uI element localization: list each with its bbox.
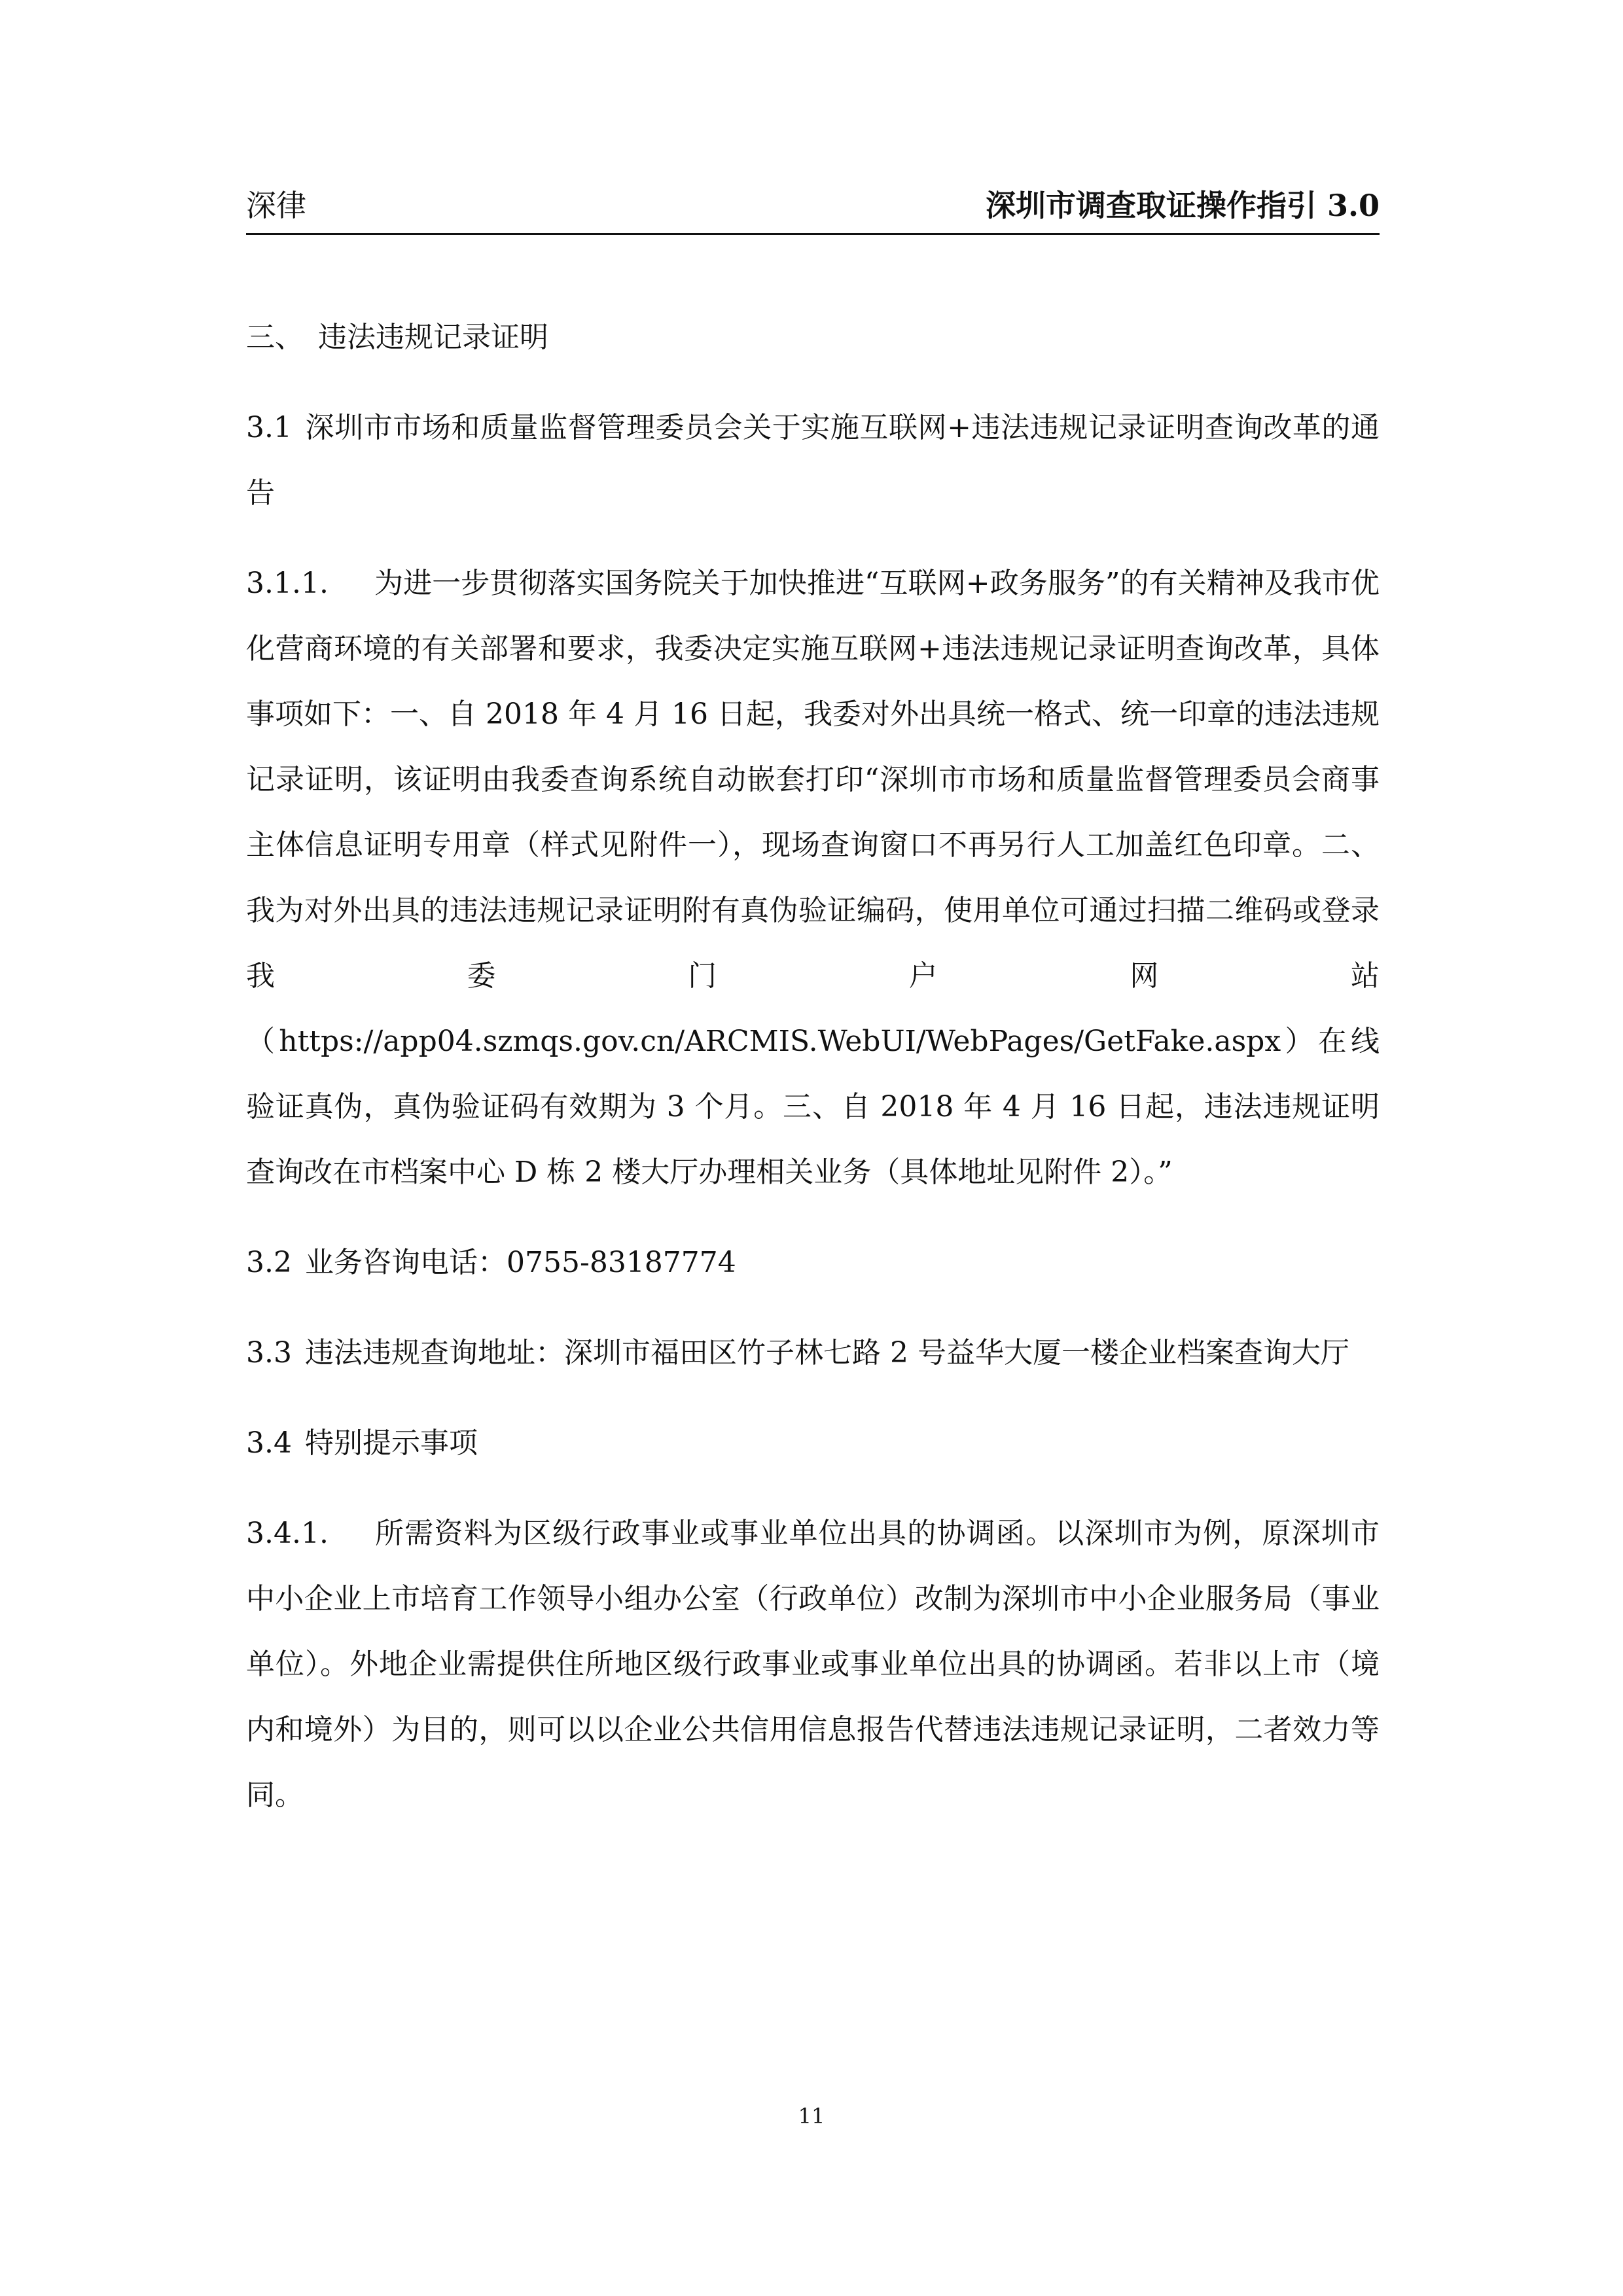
item-text: 违法违规查询地址：深圳市福田区竹子林七路 2 号益华大厦一楼企业档案查询大厅 [304,1336,1349,1369]
item-number: 3.1.1. [246,567,329,600]
section-title: 违法违规记录证明 [318,321,548,354]
section-heading [246,305,1380,370]
header-document-title: 深圳市调查取证操作指引 3.0 [985,188,1380,223]
item-3-2 [246,1230,1380,1296]
item-text: 特别提示事项 [304,1426,478,1460]
item-number: 3.3 [246,1336,292,1369]
item-text: 为进一步贯彻落实国务院关于加快推进“互联网+政务服务”的有关精神及我市优化营商环境的有关部署和要求，我委决定实施互联网+违法违规记录证明查询改革，具体事项如下：一、自 2018 年 4 月 16 日起，我委对外出具统一格式、统一印章的违法违规记录证明，该证明由我委查询系统自动嵌套打印“深圳市市场和质量监督管理委员会商事主体信息证明专用章（样式见附件一），现场查询窗口不再另行人工加盖红色印章。二、我为对外出具的违法违规记录证明附有真伪验证编码，使用单位可通过扫描二维码或登录我委门户网站（https://app04.szmqs.gov.cn/ARCMIS.WebUI/WebPages/GetFake.aspx）在线验证真伪，真伪验证码有效期为 3 个月。三、自 2018 年 4 月 16 日起，违法违规证明查询改在市档案中心 D 栋 2 楼大厅办理相关业务（具体地址见附件 2）。” [246,567,1380,1189]
header-left-text: 深律 [246,188,306,223]
item-3-4-1 [246,1501,1380,1828]
item-3-4 [246,1411,1380,1476]
item-text: 深圳市市场和质量监督管理委员会关于实施互联网+违法违规记录证明查询改革的通告 [246,411,1380,510]
item-number: 3.4.1. [246,1517,329,1550]
header-rule [246,233,1380,235]
item-number: 3.1 [246,411,292,444]
item-text: 所需资料为区级行政事业或事业单位出具的协调函。以深圳市为例，原深圳市中小企业上市培育工作领导小组办公室（行政单位）改制为深圳市中小企业服务局（事业单位）。外地企业需提供住所地区级行政事业或事业单位出具的协调函。若非以上市（境内和境外）为目的，则可以以企业公共信用信息报告代替违法违规记录证明，二者效力等同。 [246,1517,1380,1812]
item-3-1-1 [246,551,1380,1205]
item-3-3 [246,1320,1380,1386]
page-number: 11 [798,2104,825,2128]
item-number: 3.4 [246,1426,292,1460]
item-3-1 [246,395,1380,526]
page-header [246,186,1380,225]
item-number: 3.2 [246,1246,292,1279]
section-number: 三、 [246,321,304,354]
page-content [246,305,1380,1853]
item-text: 业务咨询电话：0755-83187774 [304,1246,736,1279]
